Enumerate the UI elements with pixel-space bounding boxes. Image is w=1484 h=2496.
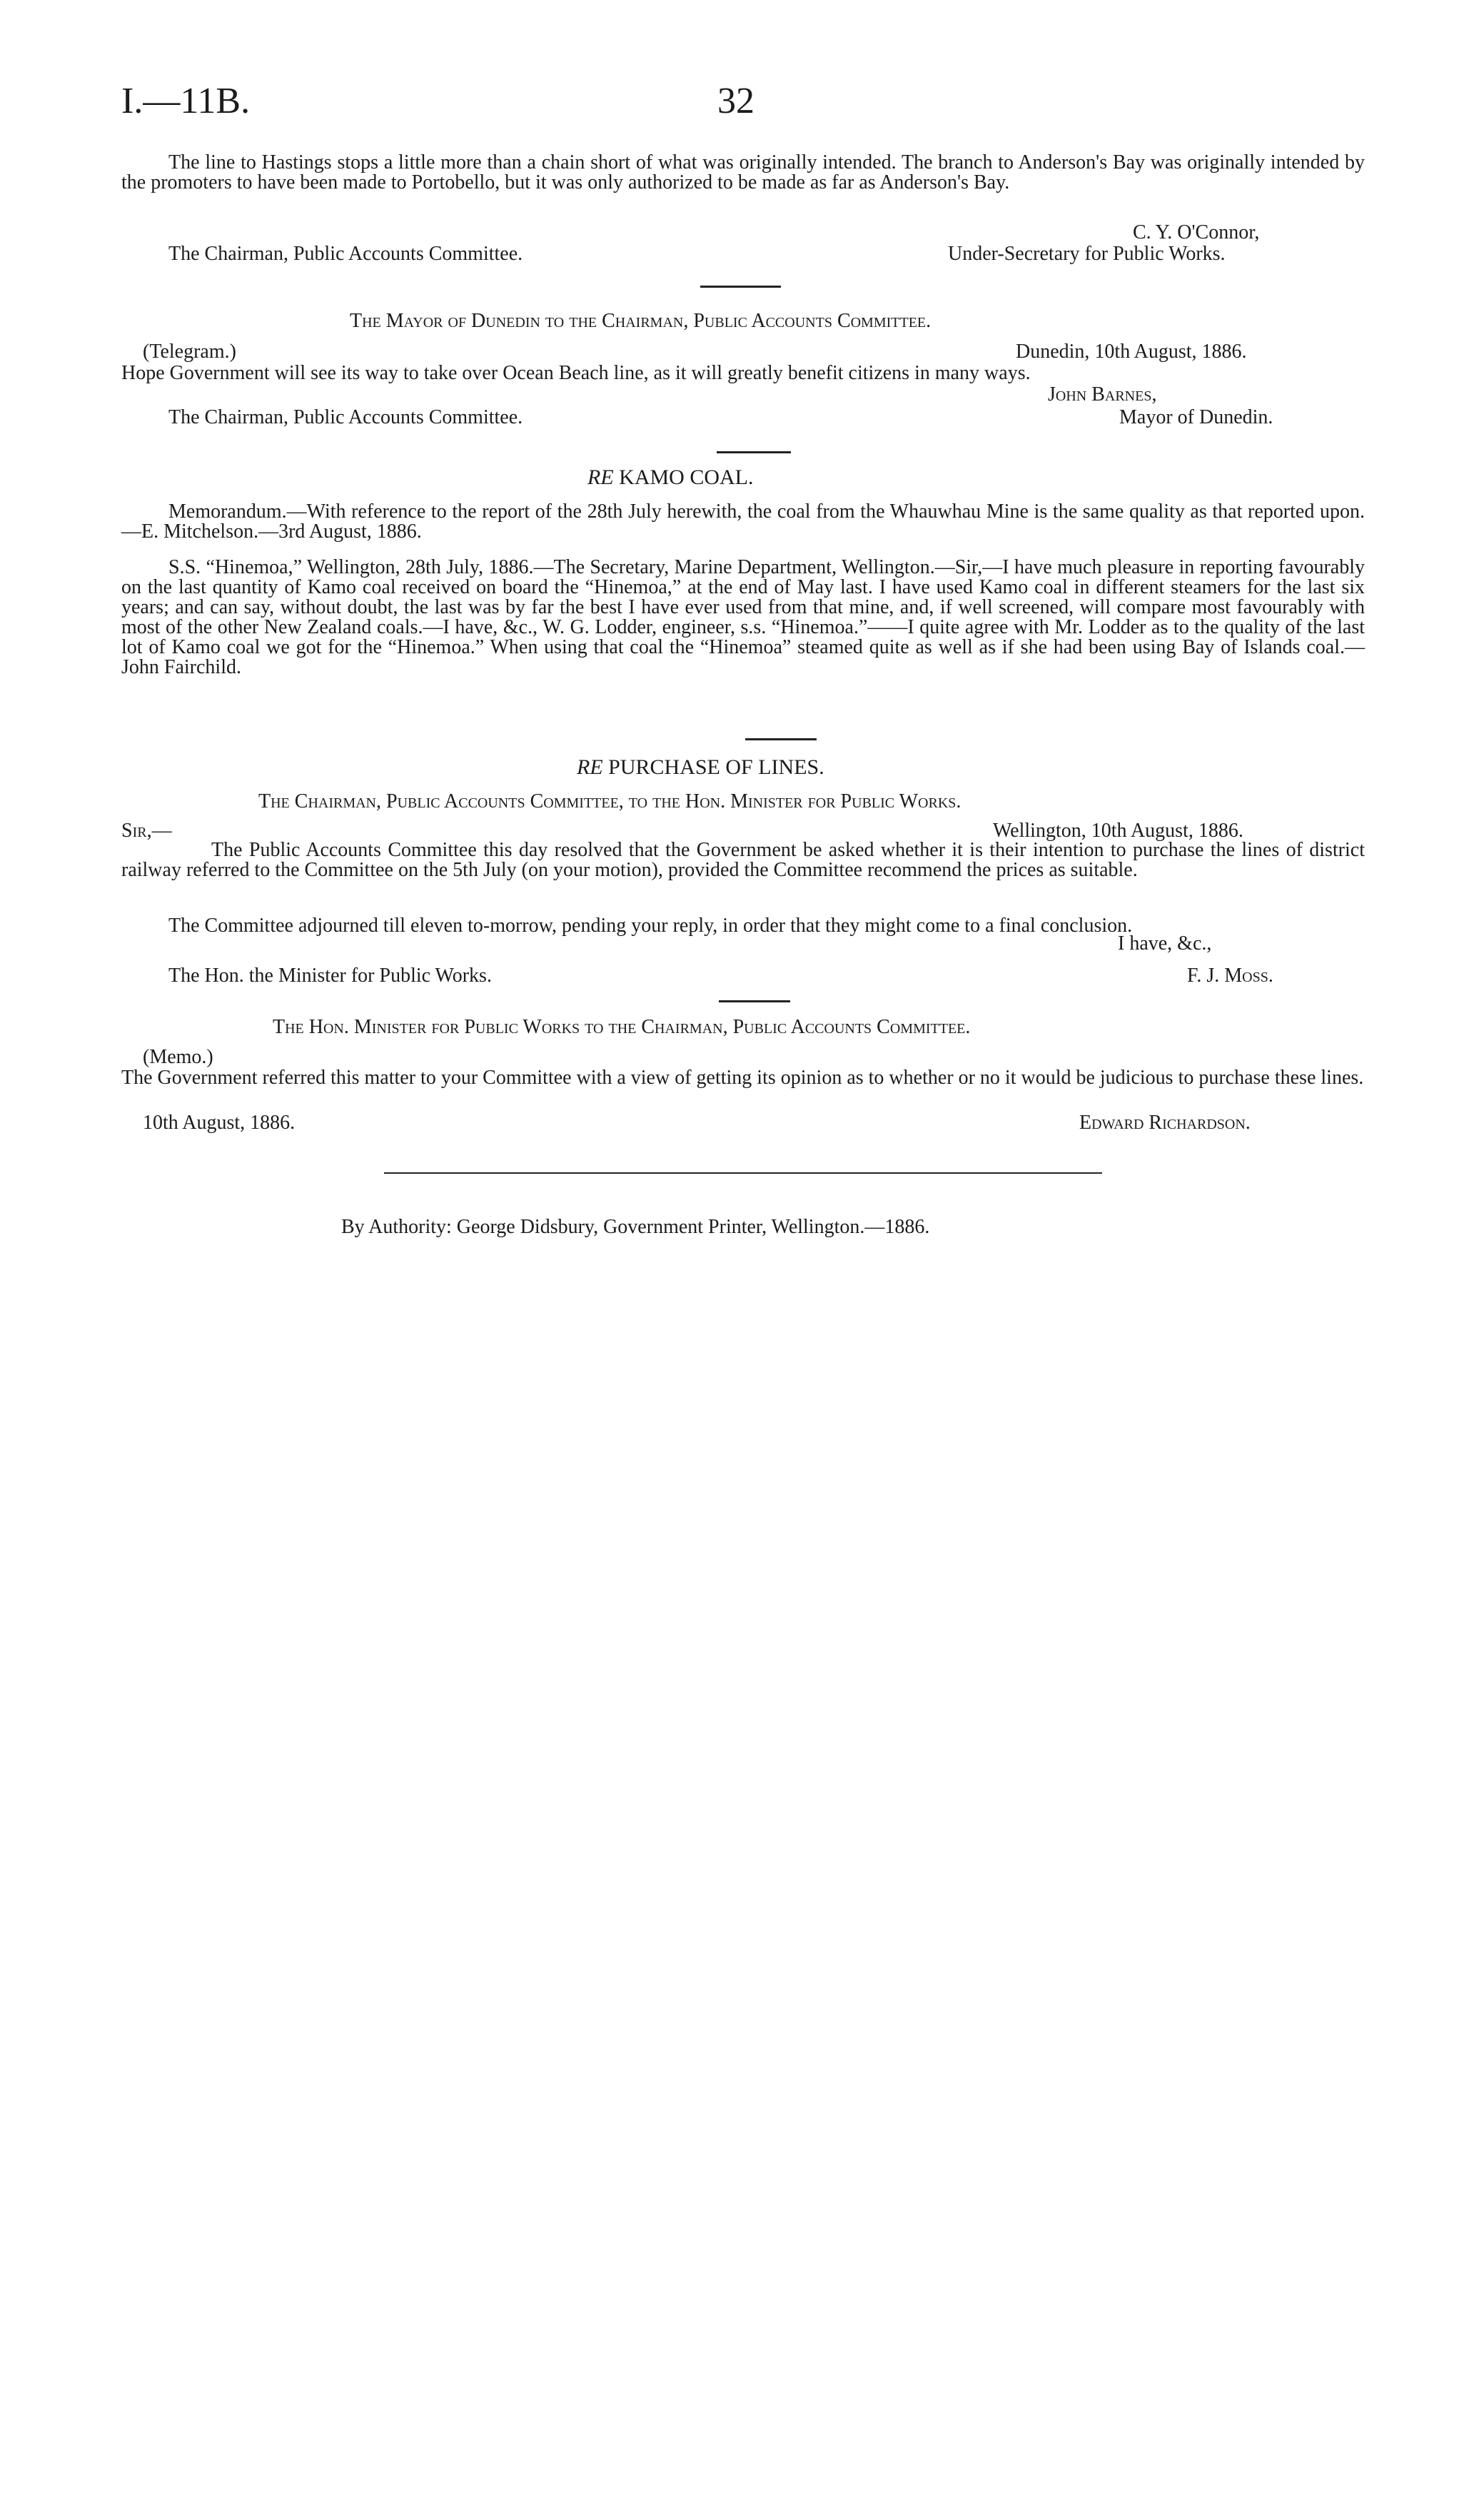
footer-rule [384,1172,1102,1174]
kamo-heading [587,466,754,490]
section-divider [717,451,791,453]
document-reference: I.—11B. [121,81,251,121]
section-divider [700,286,781,288]
reply-memo-label: (Memo.) [143,1046,213,1068]
mayor-place-date: Dunedin, 10th August, 1886. [1016,341,1247,363]
purchase-salutation: Sir,— [121,820,172,842]
reply-heading: The Hon. Minister for Public Works to the Chairman, Public Accounts Committee. [273,1016,971,1038]
mayor-message: Hope Government will see its way to take over Ocean Beach line, as it will greatly benefit citizens in many ways. [121,362,1031,384]
mayor-title: Mayor of Dunedin. [1119,406,1273,428]
section-divider [745,738,817,740]
purchase-subheading: The Chairman, Public Accounts Committee, to the Hon. Minister for Public Works. [258,790,961,812]
purchase-paragraph-2: The Committee adjourned till eleven to-morrow, pending your reply, in order that they might come to a final conclusion. [168,915,1133,937]
purchase-heading-text: PURCHASE OF LINES. [608,755,824,779]
mayor-heading: The Mayor of Dunedin to the Chairman, Public Accounts Committee. [350,310,932,332]
purchase-heading [577,755,824,780]
kamo-heading-text: KAMO COAL. [619,466,754,489]
mayor-telegram-label: (Telegram.) [143,341,236,363]
printer-imprint: By Authority: George Didsbury, Government Printer, Wellington.—1886. [341,1216,930,1238]
purchase-signature: F. J. Moss. [1187,965,1273,987]
page-number: 32 [717,81,754,121]
purchase-addressee: The Hon. the Minister for Public Works. [168,965,492,987]
purchase-place-date: Wellington, 10th August, 1886. [993,820,1243,842]
section-divider [719,1000,790,1002]
mayor-addressee: The Chairman, Public Accounts Committee. [168,406,523,428]
reply-date: 10th August, 1886. [143,1112,296,1134]
oconnor-paragraph: The line to Hastings stops a little more than a chain short of what was originally intended. The branch to Anderson's Bay was originally intended by the promoters to have been made to Portobello, but it was only authorized to be made as far as Anderson's Bay. [121,151,1365,193]
purchase-paragraph-1: The Public Accounts Committee this day resolved that the Government be asked whether it is their intention to purchase the lines of district railway referred to the Committee on the 5th July (on your motion), provided the Committee recommend the prices as suitable. [121,839,1365,881]
oconnor-addressee: The Chairman, Public Accounts Committee. [168,243,523,265]
oconnor-title: Under-Secretary for Public Works. [948,243,1226,265]
kamo-engineer-letter: S.S. “Hinemoa,” Wellington, 28th July, 1886.—The Secretary, Marine Department, Wellington.—Sir,—I have much pleasure in reporting favourably on the last quantity of Kamo coal received on board the “Hinemoa,” at the end of May last. I have used Kamo coal in different steamers for the last six years; and can say, without doubt, the last was by far the best I have ever used from that mine, and, if well screened, will compare most favourably with most of the other New Zealand coals.—I have, &c., W. G. Lodder, engineer, s.s. “Hinemoa.”——I quite agree with Mr. Lodder as to the quality of the last lot of Kamo coal we got for the “Hinemoa.” When using that coal the “Hinemoa” steamed quite as well as if she had been using Bay of Islands coal.—John Fairchild. [121,556,1365,678]
reply-signature: Edward Richardson. [1079,1112,1251,1134]
purchase-closing: I have, &c., [1118,932,1212,955]
kamo-heading-prefix: RE [587,466,614,489]
kamo-memorandum: Memorandum.—With reference to the report of the 28th July herewith, the coal from the Whauwhau Mine is the same quality as that reported upon.—E. Mitchelson.—3rd August, 1886. [121,500,1365,543]
reply-message: The Government referred this matter to your Committee with a view of getting its opinion as to whether or no it would be judicious to purchase these lines. [121,1067,1364,1089]
oconnor-signature: C. Y. O'Connor, [1133,221,1260,243]
purchase-heading-prefix: RE [577,755,603,779]
mayor-signature: John Barnes, [1048,383,1157,406]
